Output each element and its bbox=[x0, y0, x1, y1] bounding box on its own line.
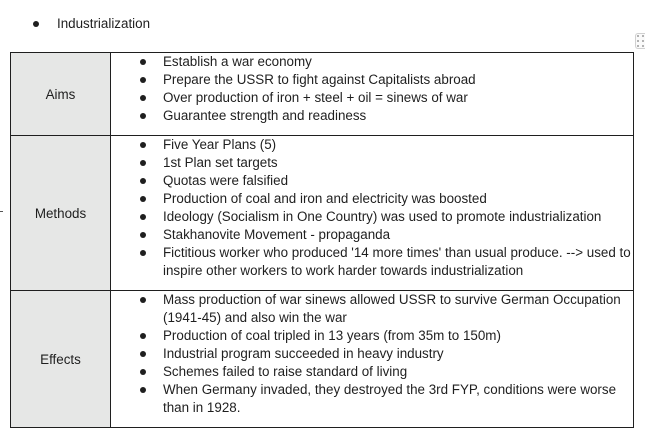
heading-text: Industrialization bbox=[57, 16, 151, 31]
list-item: Production of coal tripled in 13 years (from 35m to 150m) bbox=[111, 327, 633, 345]
row-label-cell bbox=[11, 53, 111, 136]
methods-list bbox=[111, 136, 633, 280]
table-drag-handle-icon[interactable] bbox=[635, 33, 645, 49]
row-content-cell bbox=[111, 136, 634, 291]
row-content-cell bbox=[111, 53, 634, 136]
bullet-icon bbox=[33, 21, 39, 27]
list-item: Prepare the USSR to fight against Capitalists abroad bbox=[111, 71, 633, 89]
row-label-cell bbox=[11, 136, 111, 291]
row-label-aims: Aims bbox=[45, 86, 76, 102]
list-item: Mass production of war sinews allowed USSR to survive German Occupation (1941-45) and also win the war bbox=[111, 291, 633, 327]
list-item: Quotas were falsified bbox=[111, 172, 633, 190]
list-item: When Germany invaded, they destroyed the 3rd FYP, conditions were worse than in 1928. bbox=[111, 381, 633, 417]
heading-bullet-item bbox=[33, 15, 150, 33]
aims-list bbox=[111, 53, 633, 125]
row-label-methods: Methods bbox=[34, 205, 87, 221]
notes-table bbox=[10, 52, 634, 428]
row-content-cell bbox=[111, 291, 634, 428]
list-item: Over production of iron + steel + oil = sinews of war bbox=[111, 89, 633, 107]
table-row-effects bbox=[11, 291, 634, 428]
table-row-aims bbox=[11, 53, 634, 136]
list-item: Industrial program succeeded in heavy industry bbox=[111, 345, 633, 363]
list-item: Schemes failed to raise standard of living bbox=[111, 363, 633, 381]
list-item: 1st Plan set targets bbox=[111, 154, 633, 172]
list-item: Establish a war economy bbox=[111, 53, 633, 71]
table-row-methods bbox=[11, 136, 634, 291]
list-item: Ideology (Socialism in One Country) was used to promote industrialization bbox=[111, 208, 633, 226]
effects-list bbox=[111, 291, 633, 417]
list-item: Guarantee strength and readiness bbox=[111, 107, 633, 125]
row-label-cell bbox=[11, 291, 111, 428]
list-item: Fictitious worker who produced '14 more times' than usual produce. --> used to inspire other workers to work harder towards industrialization bbox=[111, 244, 633, 280]
margin-marker bbox=[0, 211, 3, 212]
list-item: Production of coal and iron and electricity was boosted bbox=[111, 190, 633, 208]
list-item: Stakhanovite Movement - propaganda bbox=[111, 226, 633, 244]
list-item: Five Year Plans (5) bbox=[111, 136, 633, 154]
row-label-effects: Effects bbox=[40, 351, 81, 367]
